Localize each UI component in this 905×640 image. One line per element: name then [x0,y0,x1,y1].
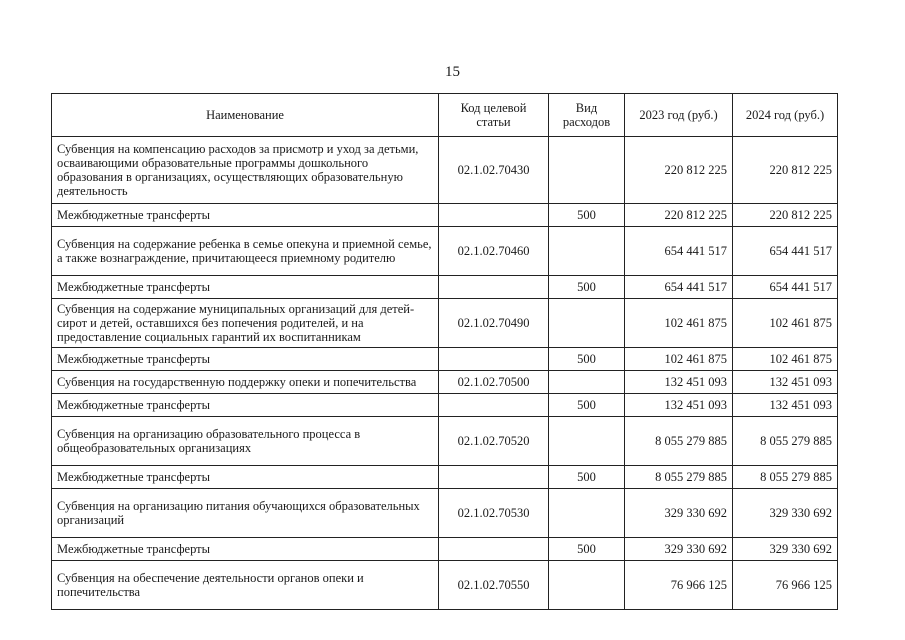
row-name: Субвенция на организацию питания обучающихся образовательных организаций [52,489,439,538]
row-kind [549,417,625,466]
row-name: Межбюджетные трансферты [52,394,439,417]
row-kind: 500 [549,204,625,227]
row-2024: 132 451 093 [733,394,838,417]
row-2024: 654 441 517 [733,227,838,276]
row-2023: 8 055 279 885 [625,417,733,466]
row-kind: 500 [549,466,625,489]
row-kind: 500 [549,276,625,299]
table-row [52,538,838,561]
row-code: 02.1.02.70460 [439,227,549,276]
row-2023: 329 330 692 [625,489,733,538]
row-code: 02.1.02.70430 [439,137,549,204]
row-kind: 500 [549,394,625,417]
row-2024: 132 451 093 [733,371,838,394]
table-row [52,204,838,227]
row-name: Субвенция на государственную поддержку опеки и попечительства [52,371,439,394]
row-2024: 102 461 875 [733,299,838,348]
header-kind: Вид расходов [549,94,625,137]
table-header-row [52,94,838,137]
row-code: 02.1.02.70490 [439,299,549,348]
row-2024: 220 812 225 [733,137,838,204]
table-row [52,137,838,204]
row-code [439,276,549,299]
header-name: Наименование [52,94,439,137]
row-kind [549,137,625,204]
row-2023: 8 055 279 885 [625,466,733,489]
table-row [52,227,838,276]
row-2023: 76 966 125 [625,561,733,610]
row-2024: 329 330 692 [733,489,838,538]
table-row [52,299,838,348]
row-kind [549,371,625,394]
row-2024: 329 330 692 [733,538,838,561]
row-name: Межбюджетные трансферты [52,538,439,561]
table-row [52,276,838,299]
row-kind: 500 [549,348,625,371]
table-row [52,417,838,466]
table-row [52,561,838,610]
row-code [439,348,549,371]
row-2023: 654 441 517 [625,276,733,299]
row-kind [549,561,625,610]
row-name: Межбюджетные трансферты [52,466,439,489]
table-row [52,371,838,394]
row-name: Субвенция на организацию образовательного процесса в общеобразовательных организациях [52,417,439,466]
row-kind [549,489,625,538]
row-name: Субвенция на содержание муниципальных организаций для детей-сирот и детей, оставшихся без попечения родителей, и на предоставление социальных гарантий их воспитанникам [52,299,439,348]
row-code: 02.1.02.70500 [439,371,549,394]
row-2023: 220 812 225 [625,137,733,204]
table-row [52,466,838,489]
row-2024: 8 055 279 885 [733,417,838,466]
row-2024: 654 441 517 [733,276,838,299]
page-number: 15 [445,64,460,80]
row-code: 02.1.02.70530 [439,489,549,538]
row-code [439,538,549,561]
row-2023: 132 451 093 [625,394,733,417]
row-kind [549,227,625,276]
row-code [439,466,549,489]
header-2023: 2023 год (руб.) [625,94,733,137]
table-row [52,394,838,417]
row-name: Межбюджетные трансферты [52,348,439,371]
row-2023: 132 451 093 [625,371,733,394]
table-row [52,348,838,371]
header-code: Код целевой статьи [439,94,549,137]
budget-table [51,93,838,610]
row-code: 02.1.02.70550 [439,561,549,610]
row-name: Субвенция на обеспечение деятельности органов опеки и попечительства [52,561,439,610]
row-kind: 500 [549,538,625,561]
row-code [439,204,549,227]
row-2023: 654 441 517 [625,227,733,276]
row-code: 02.1.02.70520 [439,417,549,466]
row-kind [549,299,625,348]
row-code [439,394,549,417]
row-2024: 8 055 279 885 [733,466,838,489]
row-2023: 102 461 875 [625,348,733,371]
row-2024: 220 812 225 [733,204,838,227]
row-name: Субвенция на содержание ребенка в семье опекуна и приемной семье, а также вознаграждение, причитающееся приемному родителю [52,227,439,276]
row-2023: 220 812 225 [625,204,733,227]
row-2023: 102 461 875 [625,299,733,348]
row-2024: 76 966 125 [733,561,838,610]
row-name: Межбюджетные трансферты [52,276,439,299]
row-2024: 102 461 875 [733,348,838,371]
row-2023: 329 330 692 [625,538,733,561]
table-row [52,489,838,538]
row-name: Субвенция на компенсацию расходов за присмотр и уход за детьми, осваивающими образовательные программы дошкольного образования в организациях, осуществляющих образовательную деятельность [52,137,439,204]
row-name: Межбюджетные трансферты [52,204,439,227]
header-2024: 2024 год (руб.) [733,94,838,137]
